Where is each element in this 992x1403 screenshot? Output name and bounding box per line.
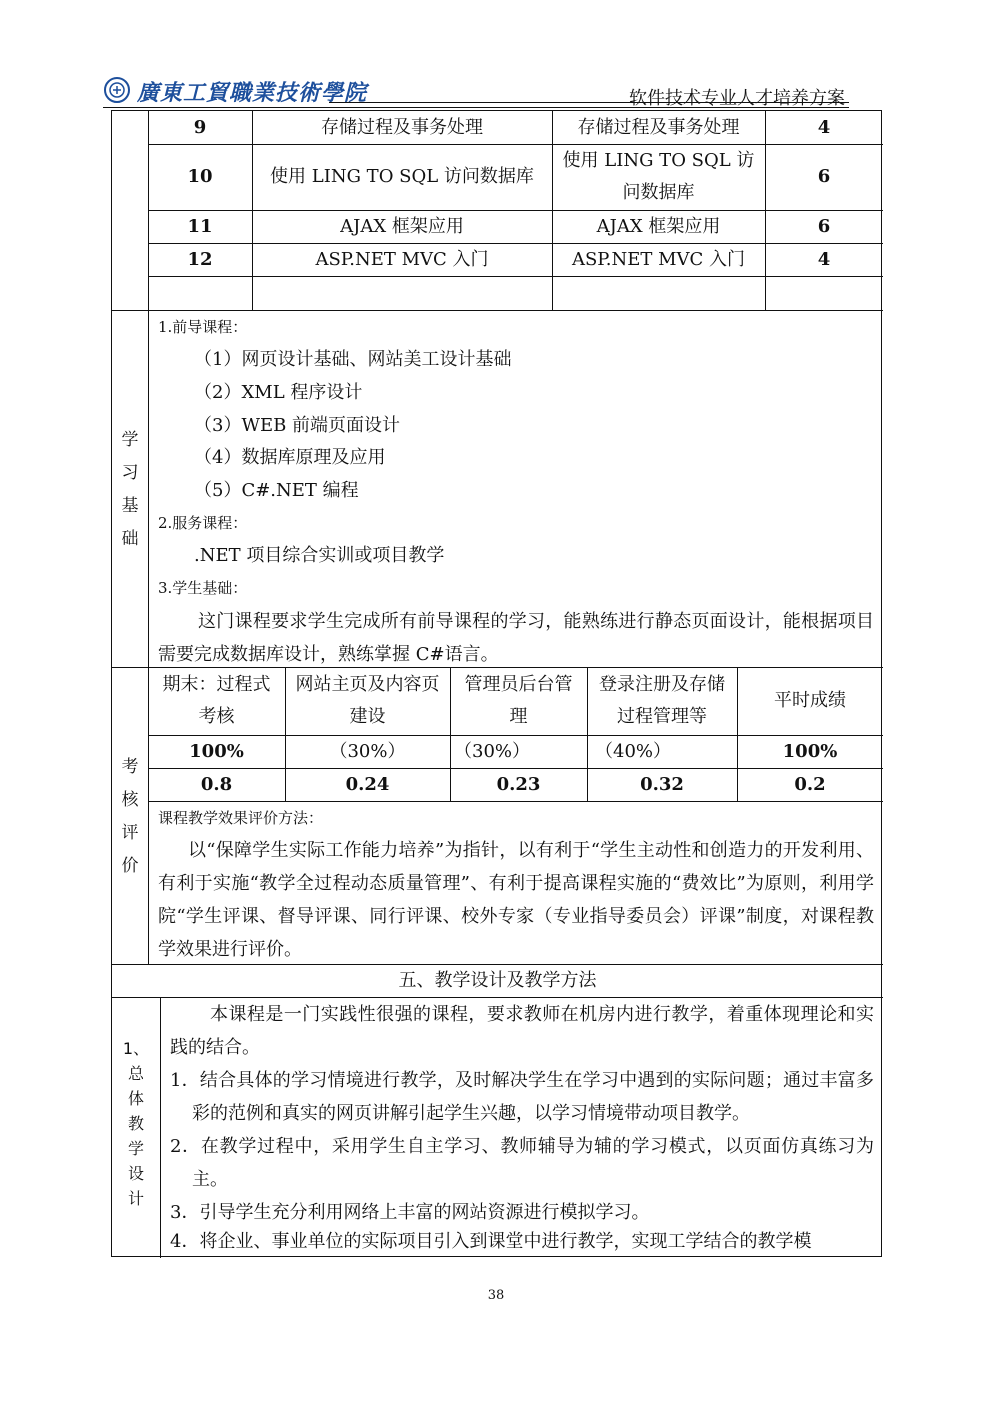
- pre-course-item: （2）XML 程序设计: [194, 382, 363, 403]
- assess-weight: 0.2: [794, 773, 826, 795]
- study-basis-label: 学 习 基 础: [121, 430, 139, 549]
- row-number: 10: [187, 166, 213, 187]
- service-course-title: 2.服务课程：: [158, 514, 248, 532]
- syllabus-table: [111, 110, 882, 1257]
- assess-weight: 0.24: [345, 773, 390, 795]
- section-title: 五、教学设计及教学方法: [398, 969, 597, 991]
- assess-percent: （30%）: [454, 740, 531, 762]
- row-number: 12: [187, 248, 213, 270]
- row-task: ASP.NET MVC 入门: [571, 248, 746, 270]
- document-title: 软件技术专业人才培养方案: [629, 88, 845, 109]
- assess-percent: （40%）: [595, 740, 672, 762]
- row-number: 11: [187, 215, 213, 237]
- school-logo-icon: [103, 76, 131, 104]
- header-rule: [103, 107, 849, 108]
- eval-method-text: 以“保障学生实际工作能力培养”为指针，以有利于“学生主动性和创造力的开发利用、有利于实施“教学全过程动态质量管理”、有利于提高课程实施的“费效比”为原则，利用学院“学生评课、督导评课、同行评课、校外专家（专业指导委员会）评课”制度，对课程教学效果进行评价。: [158, 840, 874, 960]
- row-content: AJAX 框架应用: [340, 215, 464, 237]
- assess-weight: 0.8: [200, 773, 233, 795]
- row-number: 9: [193, 116, 207, 138]
- row-hours: 4: [817, 248, 831, 270]
- row-task: 存储过程及事务处理: [577, 116, 740, 138]
- pre-course-item: （1）网页设计基础、网站美工设计基础: [194, 349, 512, 370]
- row-content: 使用 LING TO SQL 访问数据库: [270, 166, 534, 187]
- assess-percent: （30%）: [329, 740, 406, 762]
- row-content: ASP.NET MVC 入门: [315, 248, 489, 270]
- assess-header: 网站主页及内容页建设: [295, 674, 440, 727]
- assess-header: 平时成绩: [774, 690, 846, 711]
- assess-header: 期末：过程式考核: [162, 674, 271, 727]
- assess-header: 登录注册及存储过程管理等: [599, 674, 725, 727]
- page-number: 38: [487, 1288, 505, 1303]
- eval-method-title: 课程教学效果评价方法：: [158, 809, 324, 827]
- row-hours: 6: [817, 215, 831, 237]
- row-task: 使用 LING TO SQL 访问数据库: [562, 150, 755, 203]
- design-item: 1．结合具体的学习情境进行教学，及时解决学生在学习中遇到的实际问题；通过丰富多彩的范例和真实的网页讲解引起学生兴趣，以学习情境带动项目教学。: [170, 1070, 874, 1124]
- assess-weight: 0.23: [496, 773, 541, 795]
- assess-percent: 100%: [189, 740, 244, 762]
- pre-course-item: （4）数据库原理及应用: [194, 447, 386, 468]
- design-item: 4．将企业、事业单位的实际项目引入到课堂中进行教学，实现工学结合的教学模: [170, 1231, 812, 1252]
- row-content: 存储过程及事务处理: [321, 116, 483, 138]
- header-rule: [329, 102, 849, 103]
- row-task: AJAX 框架应用: [596, 215, 721, 237]
- assess-percent: 100%: [782, 740, 838, 762]
- pre-course-item: （5）C#.NET 编程: [194, 480, 359, 501]
- student-basis-title: 3.学生基础：: [158, 579, 248, 597]
- student-basis-text: 这门课程要求学生完成所有前导课程的学习，能熟练进行静态页面设计，能根据项目需要完成数据库设计，熟练掌握 C#语言。: [158, 611, 874, 665]
- overall-design-label: 1、 总 体 教 学 设 计: [122, 1039, 150, 1208]
- pre-course-title: 1.前导课程：: [158, 318, 248, 336]
- pre-course-item: （3）WEB 前端页面设计: [194, 415, 401, 436]
- row-hours: 6: [817, 166, 831, 187]
- school-name: 廣東工貿職業技術學院: [137, 80, 368, 106]
- assess-weight: 0.32: [640, 773, 684, 795]
- page-header: [103, 72, 849, 110]
- design-item: 3．引导学生充分利用网络上丰富的网站资源进行模拟学习。: [170, 1202, 650, 1223]
- assess-header: 管理员后台管理: [464, 674, 573, 727]
- assessment-label: 考 核 评 价: [121, 757, 139, 876]
- design-intro: 本课程是一门实践性很强的课程，要求教师在机房内进行教学，着重体现理论和实践的结合。: [170, 1004, 874, 1058]
- design-item: 2．在教学过程中，采用学生自主学习、教师辅导为辅的学习模式，以页面仿真练习为主。: [170, 1136, 874, 1190]
- row-hours: 4: [817, 116, 831, 138]
- service-course-text: .NET 项目综合实训或项目教学: [194, 545, 445, 566]
